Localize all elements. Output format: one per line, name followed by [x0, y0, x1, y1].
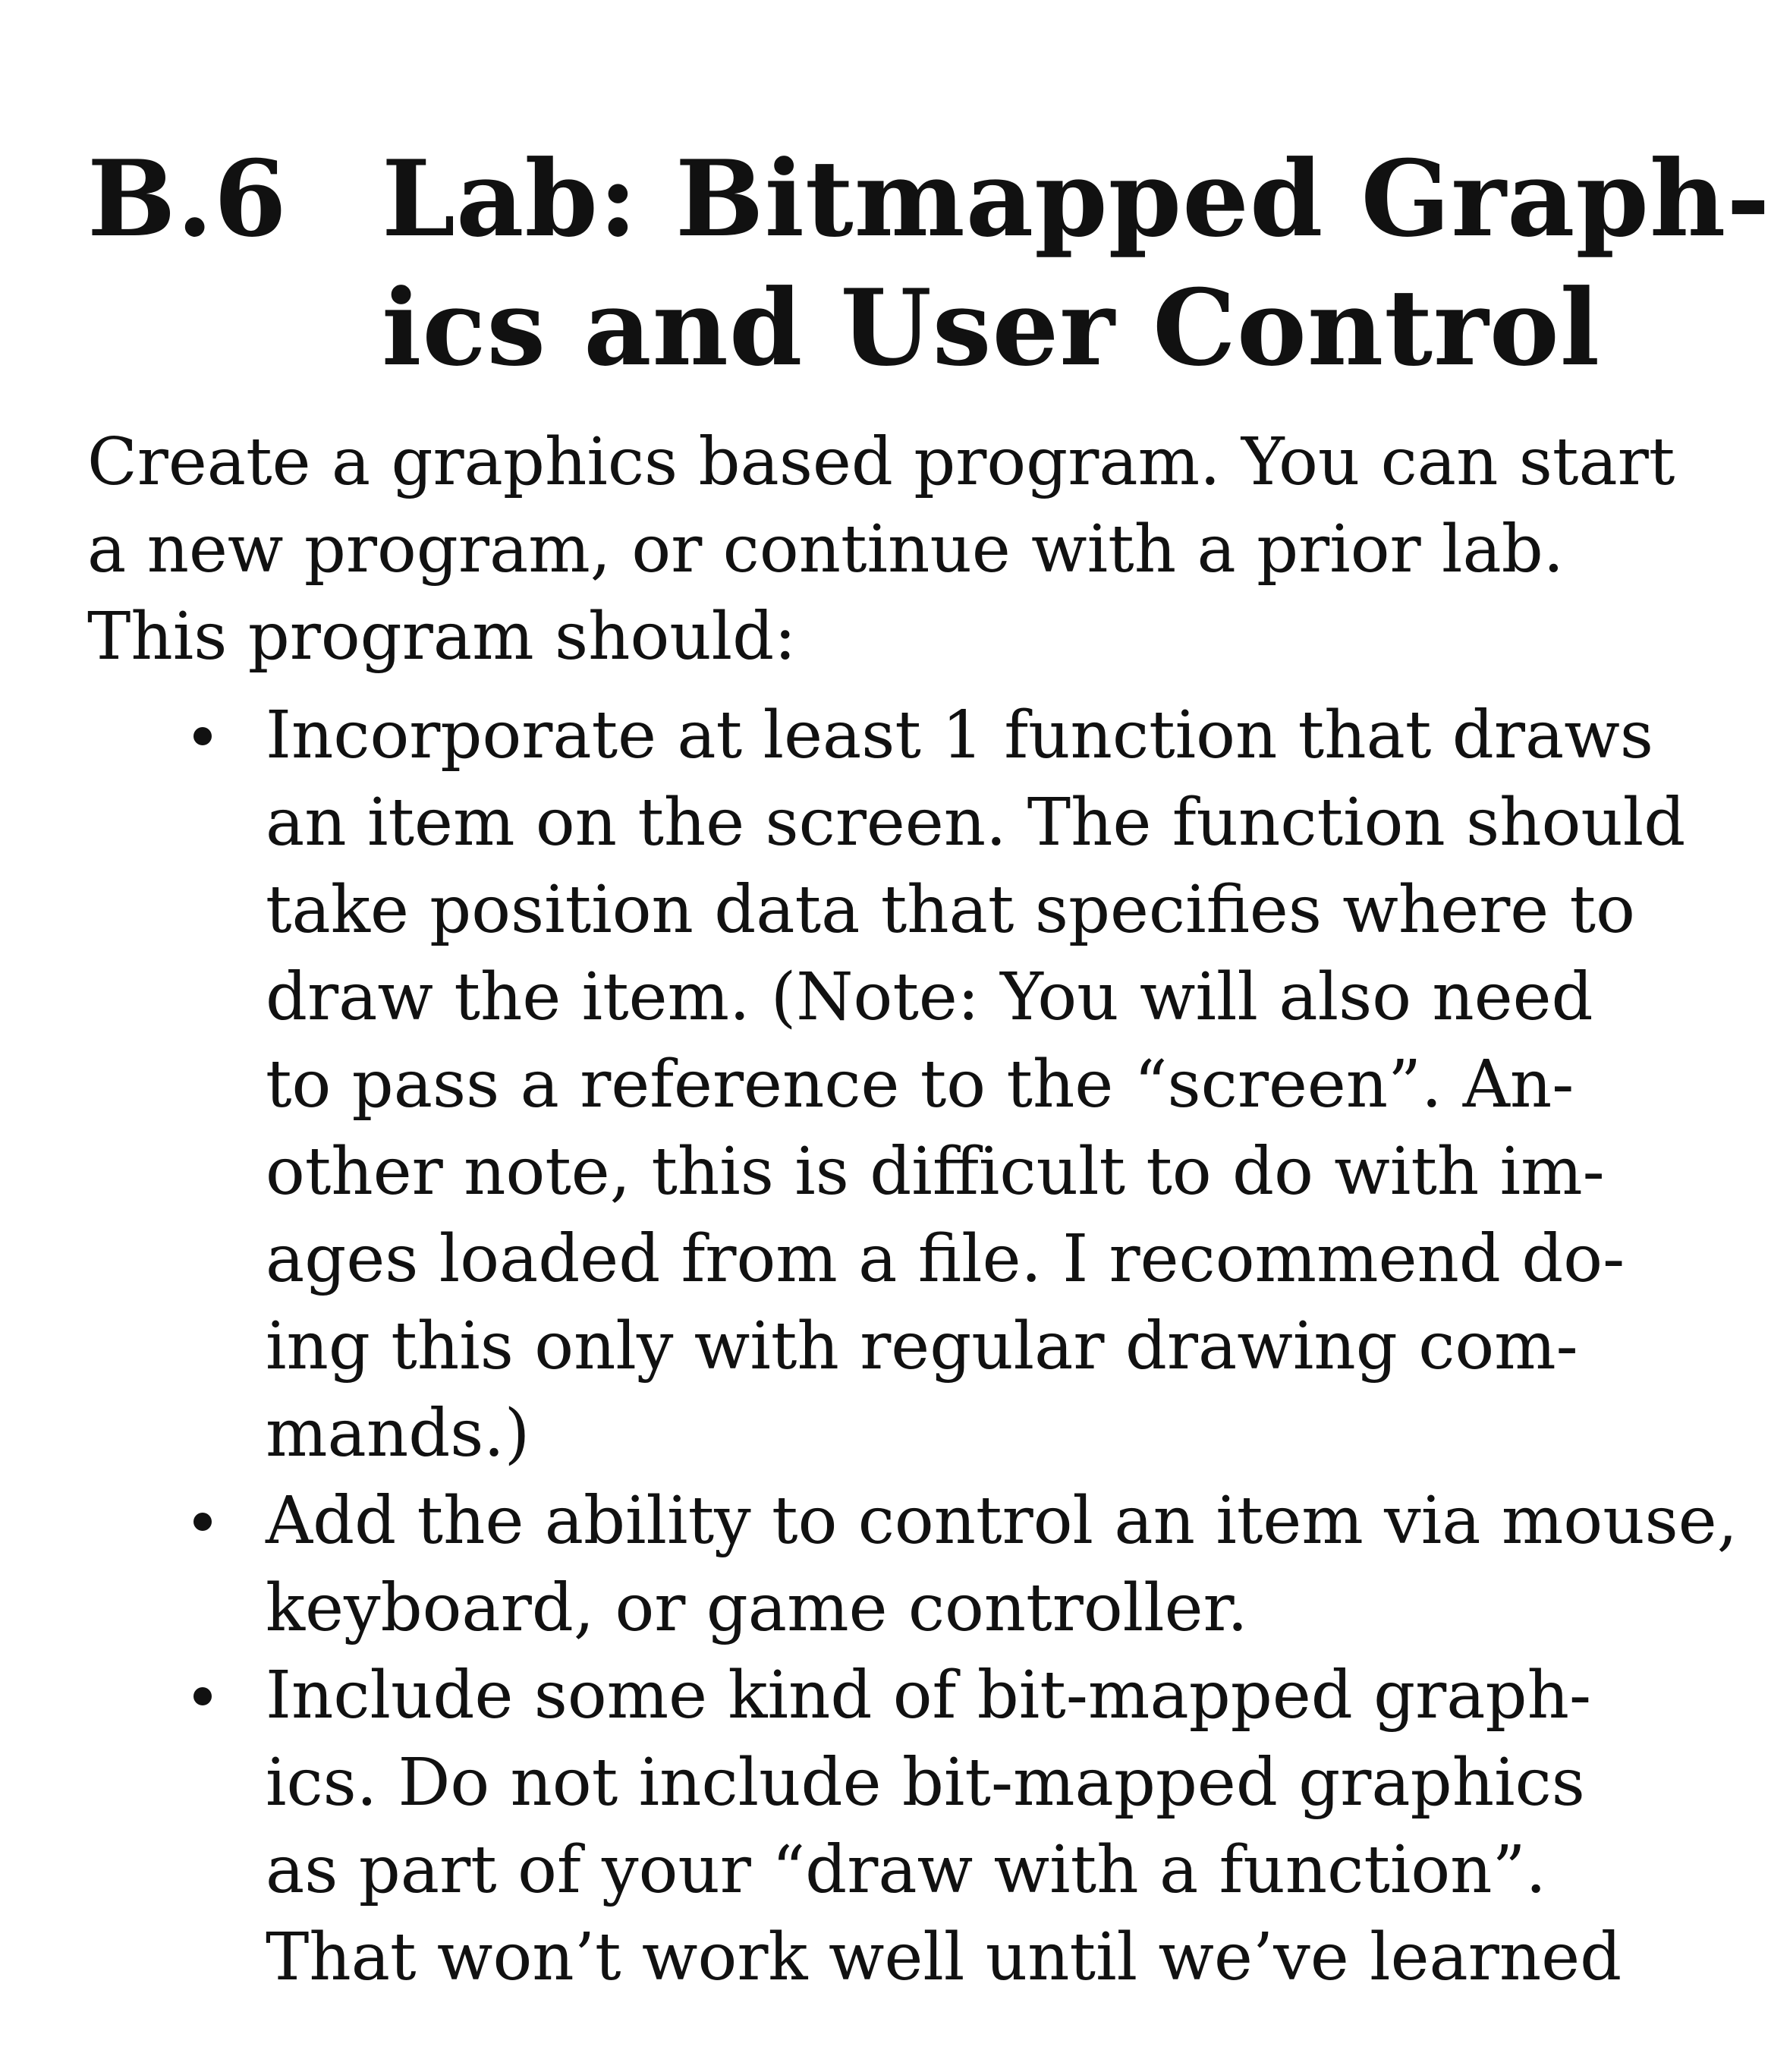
section-title-part-1: Lab: Bitmapped Graph- — [382, 137, 1771, 261]
section-number: B.6 — [87, 137, 288, 261]
requirement-item-user-control — [0, 1478, 1738, 1652]
bullet-icon — [193, 727, 212, 745]
heading-line-1 — [87, 134, 1771, 263]
intro-line: This program should: — [87, 599, 797, 675]
requirement-item-draw-function — [0, 692, 1686, 1478]
requirement-line: mands.) — [266, 1396, 530, 1472]
requirement-line: draw the item. (Note: You will also need — [266, 959, 1593, 1035]
requirement-line: Add the ability to control an item via mouse, — [266, 1483, 1738, 1559]
requirement-line: ages loaded from a file. I recommend do- — [266, 1221, 1625, 1297]
requirement-line: ing this only with regular drawing com- — [266, 1308, 1578, 1384]
intro-paragraph — [87, 419, 1675, 681]
requirement-line: take position data that specifies where to — [266, 872, 1635, 948]
requirement-line: Include some kind of bit-mapped graph- — [266, 1658, 1592, 1733]
bullet-icon — [193, 1513, 212, 1531]
requirement-line: other note, this is difficult to do with im- — [266, 1134, 1605, 1210]
requirement-line: That won’t work well until we’ve learned — [266, 1919, 1622, 1995]
intro-line: a new program, or continue with a prior lab. — [87, 512, 1565, 587]
section-title-part-2: ics and User Control — [382, 266, 1601, 390]
requirement-item-bitmapped-graphics — [0, 1652, 1669, 2001]
section-heading — [87, 134, 1771, 392]
requirements-list — [0, 692, 1738, 2001]
requirement-line: ics. Do not include bit-mapped graphics — [266, 1745, 1585, 1821]
requirement-line: as part of your “draw with a function”. — [266, 1832, 1546, 1908]
requirement-line: to pass a reference to the “screen”. An- — [266, 1047, 1574, 1123]
intro-line: Create a graphics based program. You can start — [87, 424, 1675, 500]
requirement-line: Incorporate at least 1 function that draws — [266, 697, 1653, 773]
requirement-line: keyboard, or game controller. — [266, 1570, 1248, 1646]
requirement-line: an item on the screen. The function should — [266, 785, 1686, 861]
bullet-icon — [193, 1687, 212, 1705]
